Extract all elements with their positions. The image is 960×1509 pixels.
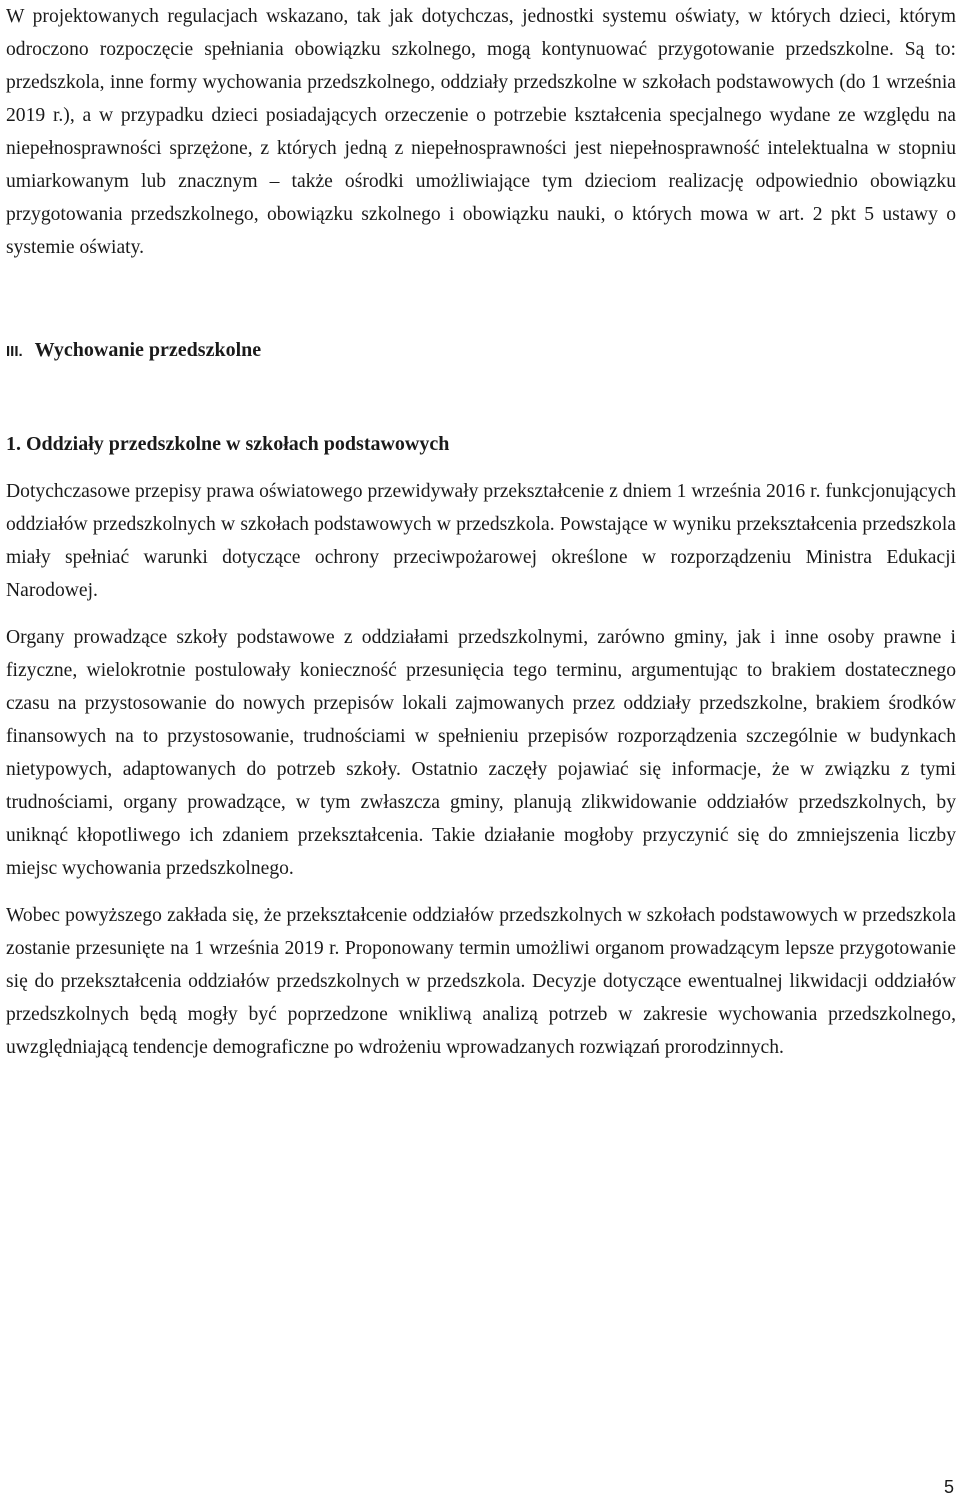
section-number: III. — [6, 343, 23, 360]
paragraph-organy-prowadzace: Organy prowadzące szkoły podstawowe z oddziałami przedszkolnymi, zarówno gminy, jak i inne osoby prawne i fizyczne, wielokrotnie postulowały konieczność przesunięcia tego terminu, argumentując to brakiem dostatecznego czasu na przystosowanie do nowych przepisów lokali zajmowanych przez oddziały przedszkolne, brakiem środków finansowych na to przystosowanie, trudnościami w spełnieniu przepisów rozporządzenia szczególnie w budynkach nietypowych, adaptowanych do potrzeb szkoły. Ostatnio zaczęły pojawiać się informacje, że w związku z tymi trudnościami, organy prowadzące, w tym zwłaszcza gminy, planują zlikwidowanie oddziałów przedszkolnych, by uniknąć kłopotliwego ich zdaniem przekształcenia. Takie działanie mogłoby przyczynić się do zmniejszenia liczby miejsc wychowania przedszkolnego. — [6, 627, 956, 879]
paragraph-dotychczasowe-przepisy: Dotychczasowe przepisy prawa oświatowego przewidywały przekształcenie z dniem 1 września 2016 r. funkcjonujących oddziałów przedszkolnych w szkołach podstawowych w przedszkola. Powstające w wyniku przekształcenia przedszkola miały spełniać warunki dotyczące ochrony przeciwpożarowej określone w rozporządzeniu Ministra Edukacji Narodowej. — [6, 481, 956, 601]
subsection-heading: 1. Oddziały przedszkolne w szkołach podstawowych — [6, 433, 450, 455]
page-number: 5 — [943, 1477, 954, 1497]
paragraph-wobec-powyzszego: Wobec powyższego zakłada się, że przekształcenie oddziałów przedszkolnych w szkołach podstawowych w przedszkola zostanie przesunięte na 1 września 2019 r. Proponowany termin umożliwi organom prowadzącym lepsze przygotowanie się do przekształcenia oddziałów przedszkolnych w przedszkola. Decyzje dotyczące ewentualnej likwidacji oddziałów przedszkolnych będą mogły być poprzedzone wnikliwą analizą potrzeb w zakresie wychowania przedszkolnego, uwzględniającą tendencje demograficzne po wdrożeniu wprowadzanych rozwiązań prorodzinnych. — [6, 905, 956, 1058]
paragraph-ostrzezenie-odroczenie: W projektowanych regulacjach wskazano, tak jak dotychczas, jednostki systemu oświaty, w których dzieci, którym odroczono rozpoczęcie spełniania obowiązku szkolnego, mogą kontynuować przygotowanie przedszkolne. Są to: przedszkola, inne formy wychowania przedszkolnego, oddziały przedszkolne w szkołach podstawowych (do 1 września 2019 r.), a w przypadku dzieci posiadających orzeczenie o potrzebie kształcenia specjalnego wydane ze względu na niepełnosprawności sprzężone, z których jedną z niepełnosprawności jest niepełnosprawność intelektualna w stopniu umiarkowanym lub znacznym – także ośrodki umożliwiające tym dzieciom realizację odpowiednio obowiązku przygotowania przedszkolnego, obowiązku szkolnego i obowiązku nauki, o których mowa w art. 2 pkt 5 ustawy o systemie oświaty. — [6, 6, 956, 258]
section-heading — [6, 334, 956, 368]
document-page — [6, 0, 956, 1064]
section-title: Wychowanie przedszkolne — [34, 339, 262, 361]
